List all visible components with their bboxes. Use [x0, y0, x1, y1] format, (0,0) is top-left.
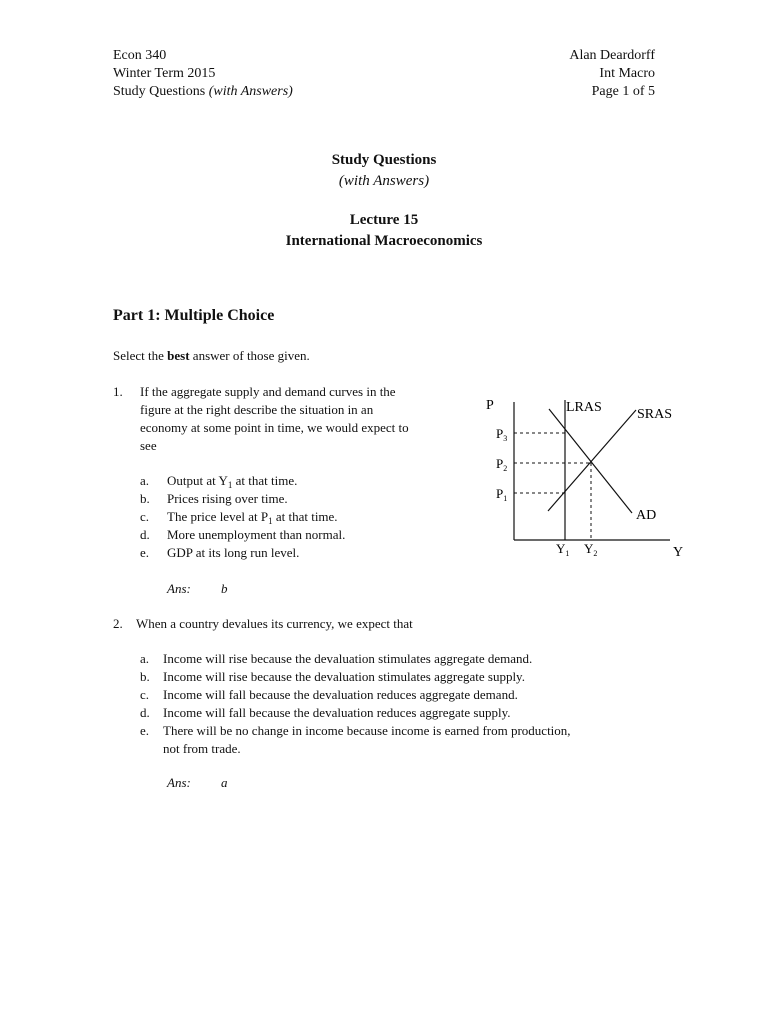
p-axis-label: P [486, 398, 494, 413]
doc-type-label [113, 82, 293, 101]
p2-label: $P_2$ [496, 456, 508, 473]
q1-option-b: b. Prices rising over time. [140, 491, 288, 506]
ad-label: AD [636, 508, 657, 523]
q1-text-line: see [140, 438, 157, 453]
q2-option-b: b. Income will rise because the devaluation stimulates aggregate supply. [140, 669, 525, 684]
p1-label: $P_1$ [496, 486, 508, 503]
y2-label: $Y_2$ [584, 541, 598, 558]
doc-subtitle: (with Answers) [338, 173, 430, 189]
q2-option-a: a. Income will rise because the devaluation stimulates aggregate demand. [140, 651, 533, 666]
q2-options [140, 650, 571, 758]
page-number: Page 1 of 5 [591, 84, 655, 99]
q1-option-e: e. GDP at its long run level. [140, 545, 300, 560]
topic-title: International Macroeconomics [285, 233, 483, 249]
q2-answer-label: Ans: [167, 775, 191, 790]
ad-line [549, 409, 632, 513]
q1-answer-value: b [221, 581, 228, 596]
q1-text-line: figure at the right describe the situation in an [140, 402, 374, 417]
q2-text: When a country devalues its currency, we expect that [136, 616, 413, 631]
as-ad-graph [480, 390, 690, 565]
instruction-post: answer of those given. [189, 348, 310, 363]
sras-label: SRAS [637, 407, 673, 422]
doc-title: Study Questions [331, 152, 437, 168]
doc-type-text: Study Questions [113, 84, 206, 99]
q2-option-e-continued: not from trade. [163, 741, 241, 756]
q1-answer-label: Ans: [167, 581, 191, 596]
lecture-title: Lecture 15 [349, 212, 419, 228]
q2-number: 2. [113, 616, 123, 631]
course-label: Econ 340 [113, 48, 167, 63]
y-axis-label: Y [673, 545, 684, 560]
q1-option-a: a. Output at $Y_1$ at that time. [140, 473, 298, 490]
y1-label: $Y_1$ [556, 541, 570, 558]
term-label: Winter Term 2015 [113, 66, 216, 81]
q1-option-c: c. The price level at $P_1$ at that time. [140, 509, 338, 526]
q1-text-line: If the aggregate supply and demand curves in the [140, 384, 396, 399]
part1-heading: Part 1: Multiple Choice [113, 307, 275, 324]
q2-option-d: d. Income will fall because the devaluation reduces aggregate supply. [140, 705, 511, 720]
author-label: Alan Deardorff [569, 48, 655, 63]
q1-option-d: d. More unemployment than normal. [140, 527, 346, 542]
instruction-pre: Select the [113, 348, 168, 363]
doc-type-paren: (with Answers) [208, 84, 293, 99]
lras-label: LRAS [566, 400, 602, 415]
q1-number: 1. [113, 384, 123, 399]
q1-text-line: economy at some point in time, we would expect to [140, 420, 409, 435]
subject-label: Int Macro [599, 66, 655, 81]
instruction-bold: best [167, 348, 190, 363]
p3-label: $P_3$ [496, 426, 508, 443]
q1-options [140, 472, 345, 562]
part1-instruction [113, 347, 310, 365]
q2-option-c: c. Income will fall because the devaluation reduces aggregate demand. [140, 687, 518, 702]
q2-answer-value: a [221, 775, 228, 790]
q2-option-e: e. There will be no change in income because income is earned from production, [140, 723, 571, 738]
q1-text [140, 383, 409, 455]
